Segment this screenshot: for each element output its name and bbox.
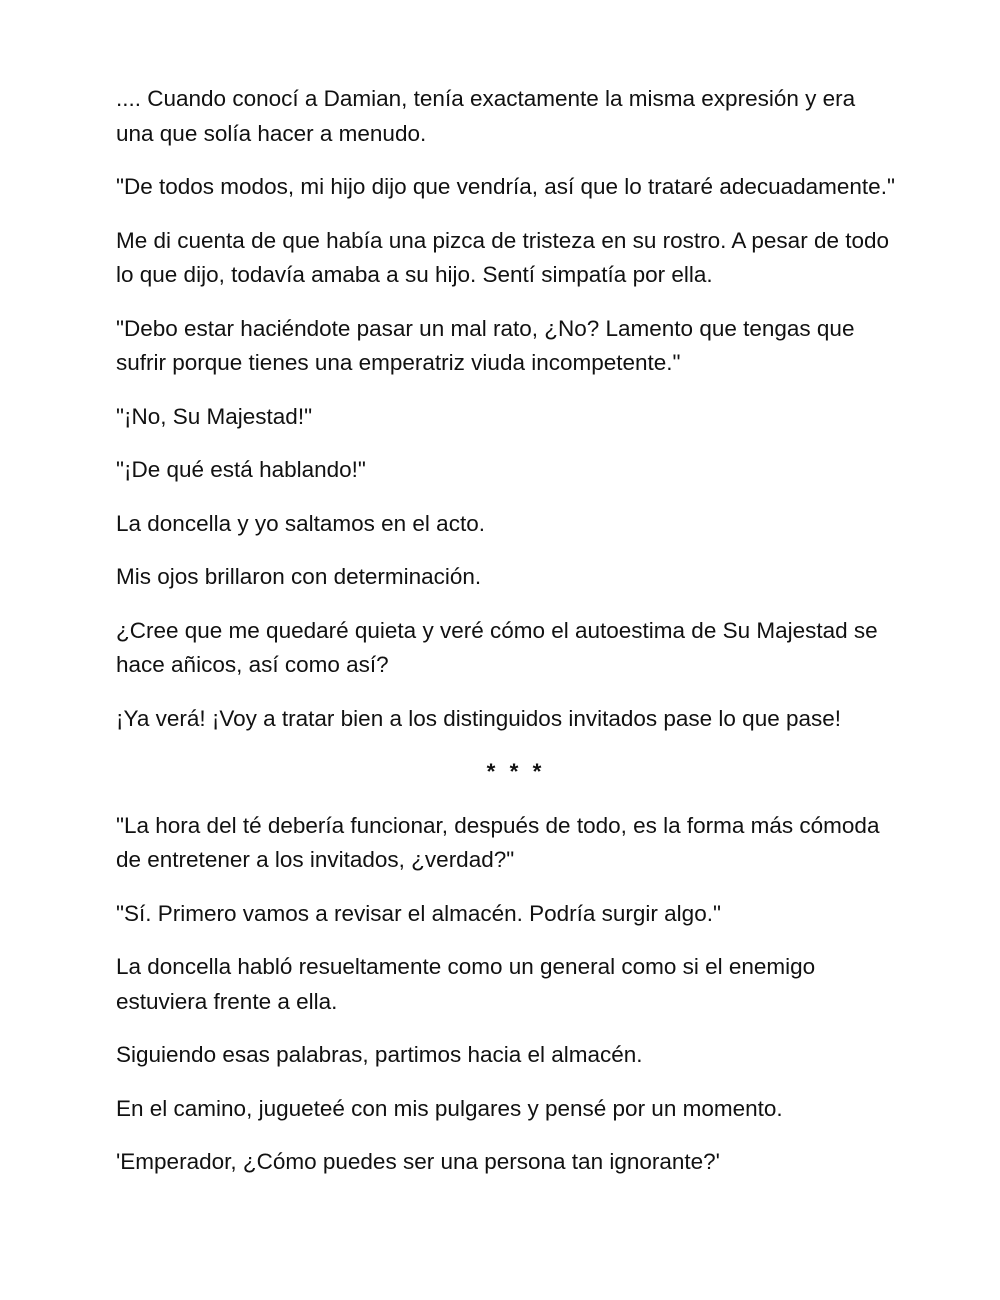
paragraph-13: La doncella habló resueltamente como un general como si el enemigo estuviera frente a ella. [116, 954, 816, 1014]
paragraph-1: .... Cuando conocí a Damian, tenía exactamente la misma expresión y era una que solía hacer a menudo. [116, 86, 856, 146]
paragraph-10: ¡Ya verá! ¡Voy a tratar bien a los distinguidos invitados pase lo que pase! [116, 705, 842, 731]
paragraph-15: En el camino, jugueteé con mis pulgares y pensé por un momento. [116, 1095, 783, 1121]
paragraph-9: ¿Cree que me quedaré quieta y veré cómo el autoestima de Su Majestad se hace añicos, así como así? [116, 617, 878, 677]
paragraph-2: "De todos modos, mi hijo dijo que vendría, así que lo trataré adecuadamente." [116, 174, 895, 199]
paragraph-8: Mis ojos brillaron con determinación. [116, 564, 482, 589]
paragraph-11: "La hora del té debería funcionar, después de todo, es la forma más cómoda de entretener a los invitados, ¿verdad?" [116, 812, 880, 872]
paragraph-3: Me di cuenta de que había una pizca de tristeza en su rostro. A pesar de todo lo que dijo, todavía amaba a su hijo. Sentí simpatía por ella. [116, 227, 890, 287]
paragraph-6: "¡De qué está hablando!" [116, 457, 366, 482]
paragraph-5: "¡No, Su Majestad!" [116, 403, 313, 429]
paragraph-4: "Debo estar haciéndote pasar un mal rato, ¿No? Lamento que tengas que sufrir porque tienes una emperatriz viuda incompetente." [116, 315, 855, 375]
paragraph-7: La doncella y yo saltamos en el acto. [116, 510, 485, 536]
paragraph-14: Siguiendo esas palabras, partimos hacia el almacén. [116, 1042, 643, 1067]
paragraph-16: 'Emperador, ¿Cómo puedes ser una persona tan ignorante?' [116, 1149, 720, 1174]
paragraph-12: "Sí. Primero vamos a revisar el almacén. Podría surgir algo." [116, 900, 721, 926]
scene-separator: * * * [486, 759, 546, 784]
document-page [116, 82, 896, 1199]
